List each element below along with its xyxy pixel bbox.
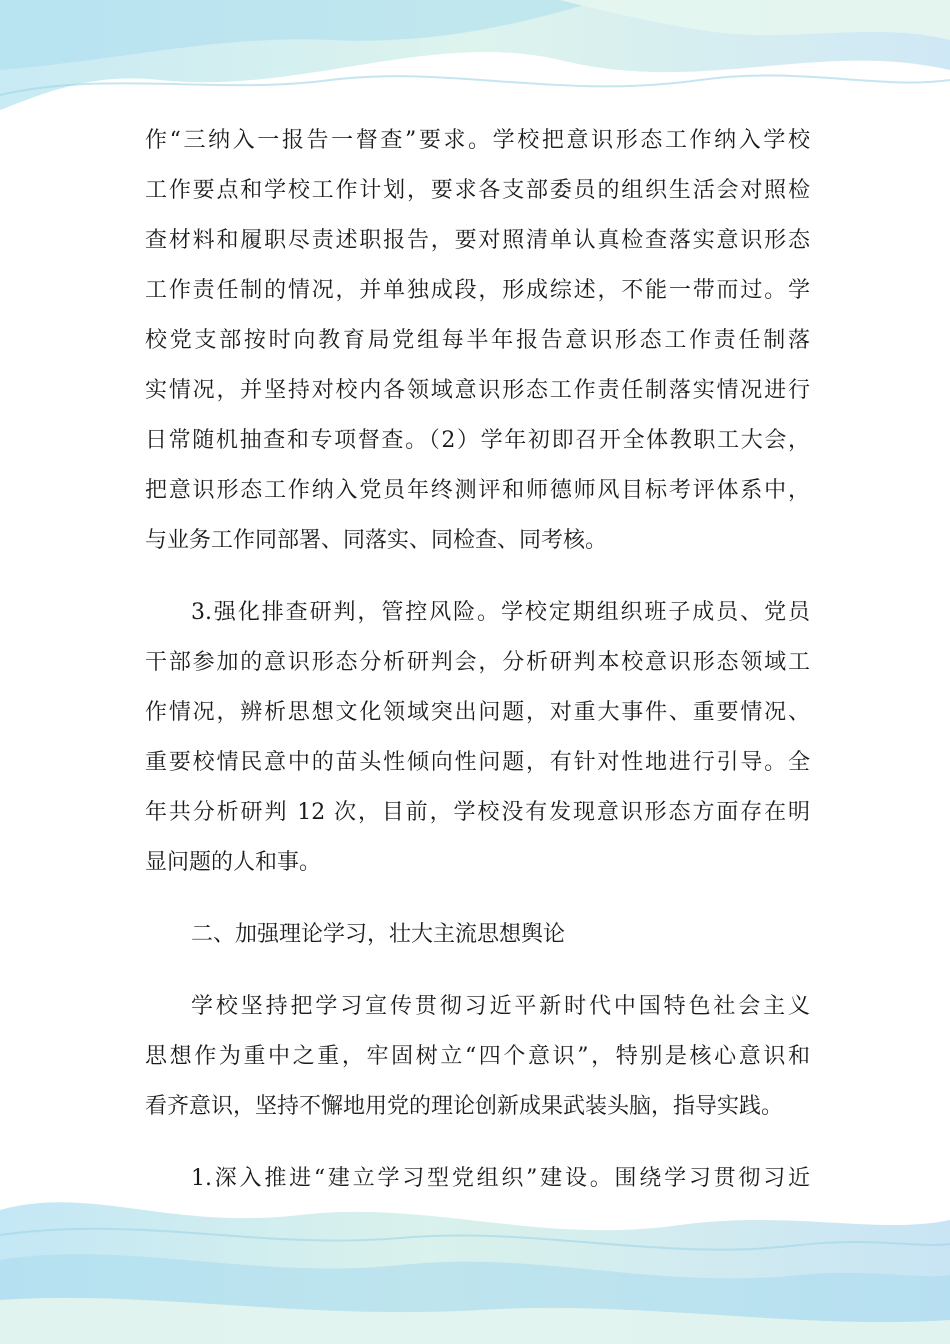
text-line: 学校坚持把学习宣传贯彻习近平新时代中国特色社会主义 — [191, 994, 810, 1019]
text-line: 工作责任制的情况，并单独成段，形成综述，不能一带而过。学 — [145, 278, 810, 303]
text-line: 思想作为重中之重，牢固树立“四个意识”，特别是核心意识和 — [145, 1044, 810, 1069]
text-line: 3.强化排查研判，管控风险。学校定期组织班子成员、党员 — [191, 600, 810, 625]
text-line: 重要校情民意中的苗头性倾向性问题，有针对性地进行引导。全 — [145, 750, 810, 775]
paragraph-risk-control — [145, 588, 810, 888]
heading-line: 二、加强理论学习，壮大主流思想舆论 — [191, 922, 566, 947]
text-line: 工作要点和学校工作计划，要求各支部委员的组织生活会对照检 — [145, 178, 810, 203]
text-line: 1.深入推进“建立学习型党组织”建设。围绕学习贯彻习近 — [191, 1166, 810, 1191]
text-line: 年共分析研判 12 次，目前，学校没有发现意识形态方面存在明 — [145, 800, 810, 825]
text-line: 校党支部按时向教育局党组每半年报告意识形态工作责任制落 — [145, 328, 810, 353]
text-line: 显问题的人和事。 — [145, 850, 322, 875]
paragraph-theory-study — [145, 982, 810, 1132]
text-line: 干部参加的意识形态分析研判会，分析研判本校意识形态领域工 — [145, 650, 810, 675]
text-line: 查材料和履职尽责述职报告，要对照清单认真检查落实意识形态 — [145, 228, 810, 253]
text-line: 作情况，辨析思想文化领域突出问题，对重大事件、重要情况、 — [145, 700, 810, 725]
text-line: 把意识形态工作纳入党员年终测评和师德师风目标考评体系中， — [145, 478, 810, 503]
text-line: 作“三纳入一报告一督查”要求。学校把意识形态工作纳入学校 — [145, 128, 810, 153]
document-body — [145, 116, 810, 1204]
text-line: 看齐意识，坚持不懈地用党的理论创新成果武装头脑，指导实践。 — [145, 1094, 784, 1119]
paragraph-responsibility — [145, 116, 810, 566]
text-line: 日常随机抽查和专项督查。（2）学年初即召开全体教职工大会， — [145, 428, 810, 453]
text-line: 与业务工作同部署、同落实、同检查、同考核。 — [145, 528, 608, 553]
paragraph-learning-org — [145, 1154, 810, 1204]
text-line: 实情况，并坚持对校内各领域意识形态工作责任制落实情况进行 — [145, 378, 810, 403]
section-heading — [145, 910, 810, 960]
